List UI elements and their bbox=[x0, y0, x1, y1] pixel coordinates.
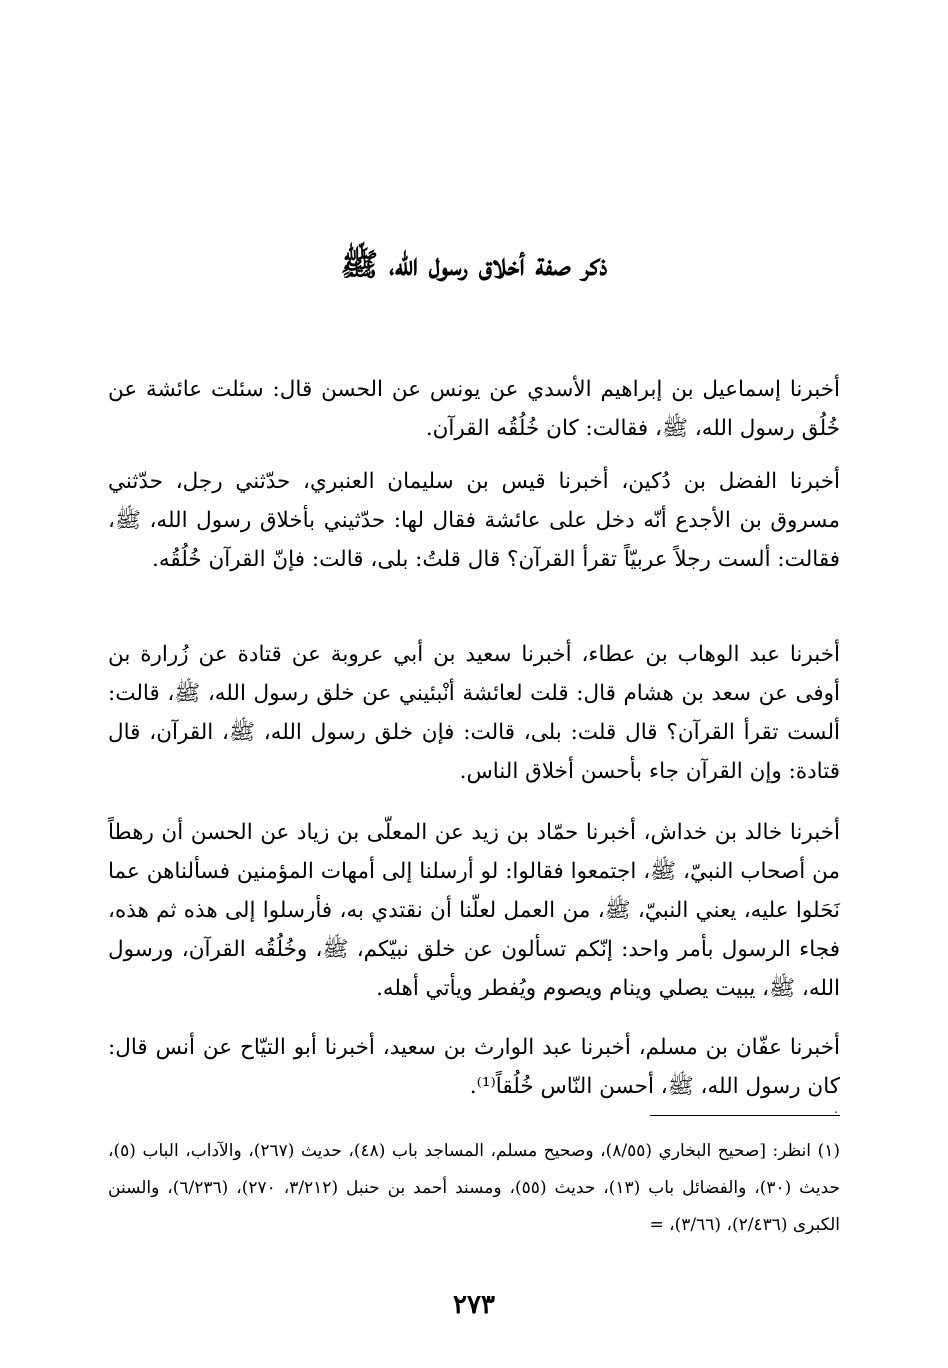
footnote-separator bbox=[650, 1115, 840, 1116]
page-number: ٢٧٣ bbox=[453, 1290, 495, 1320]
hadith-paragraph-4: أخبرنا خالد بن خداش، أخبرنا حمّاد بن زيد عن المعلّى بن زياد عن الحسن أن رهطاً من أصحاب النبيّ، ﷺ، اجتمعوا فقالوا: لو أرسلنا إلى أمهات المؤمنين فسألناهن عما نَحَلوا عليه، يعني النبيّ، ﷺ، من العمل لعلّنا أن نقتدي به، فأرسلوا إلى هذه ثم هذه، فجاء الرسول بأمر واحد: إنّكم تسألون عن خلق نبيّكم، ﷺ، وخُلُقُه القرآن، ورسول الله، ﷺ، يبيت يصلي وينام ويصوم ويُفطر ويأتي أهله. bbox=[108, 820, 840, 1001]
hadith-paragraph-1: أخبرنا إسماعيل بن إبراهيم الأسدي عن يونس عن الحسن قال: سئلت عائشة عن خُلُق رسول الله، ﷺ، فقالت: كان خُلُقُه القرآن. bbox=[108, 377, 840, 441]
separator-mark: . bbox=[834, 1102, 838, 1116]
footnote: (١) انظر: [صحيح البخاري (٨/٥٥)، وصحيح مسلم، المساجد باب (٤٨)، حديث (٢٦٧)، والآداب، الباب (٥)، حديث (٣٠)، والفضائل باب (١٣)، حديث (٥٥)، ومسند أحمد بن حنبل (٣/٢١٢، ٢٧٠)، (٦/٢٣٦)، والسنن الكبرى (٢/٤٣٦)، (٣/٦٦)، = bbox=[108, 1141, 841, 1235]
chapter-title: ذكر صفة أخلاق رسول الله، ﷺ bbox=[340, 246, 608, 283]
hadith-paragraph-3: أخبرنا عبد الوهاب بن عطاء، أخبرنا سعيد بن أبي عروبة عن قتادة عن زُرارة بن أوفى عن سعد بن هشام قال: قلت لعائشة أنْبئيني عن خلق رسول الله، ﷺ، قالت: ألست تقرأ القرآن؟ قال قلت: بلى، قالت: فإن خلق رسول الله، ﷺ، القرآن، قال قتادة: وإن القرآن جاء بأحسن أخلاق الناس. bbox=[108, 642, 840, 784]
hadith-paragraph-2: أخبرنا الفضل بن دُكين، أخبرنا قيس بن سليمان العنبري، حدّثني رجل، حدّثني مسروق بن الأجدع أنّه دخل على عائشة فقال لها: حدّثيني بأخلاق رسول الله، ﷺ، فقالت: ألست رجلاً عربيّاً تقرأ القرآن؟ قال قلتُ: بلى، قالت: فإنّ القرآن خُلُقُه. bbox=[108, 469, 840, 572]
hadith-paragraph-5: أخبرنا عفّان بن مسلم، أخبرنا عبد الوارث بن سعيد، أخبرنا أبو التيّاح عن أنس قال: كان رسول الله، ﷺ، أحسن النّاس خُلُقاً⁽¹⁾. bbox=[108, 1035, 840, 1099]
